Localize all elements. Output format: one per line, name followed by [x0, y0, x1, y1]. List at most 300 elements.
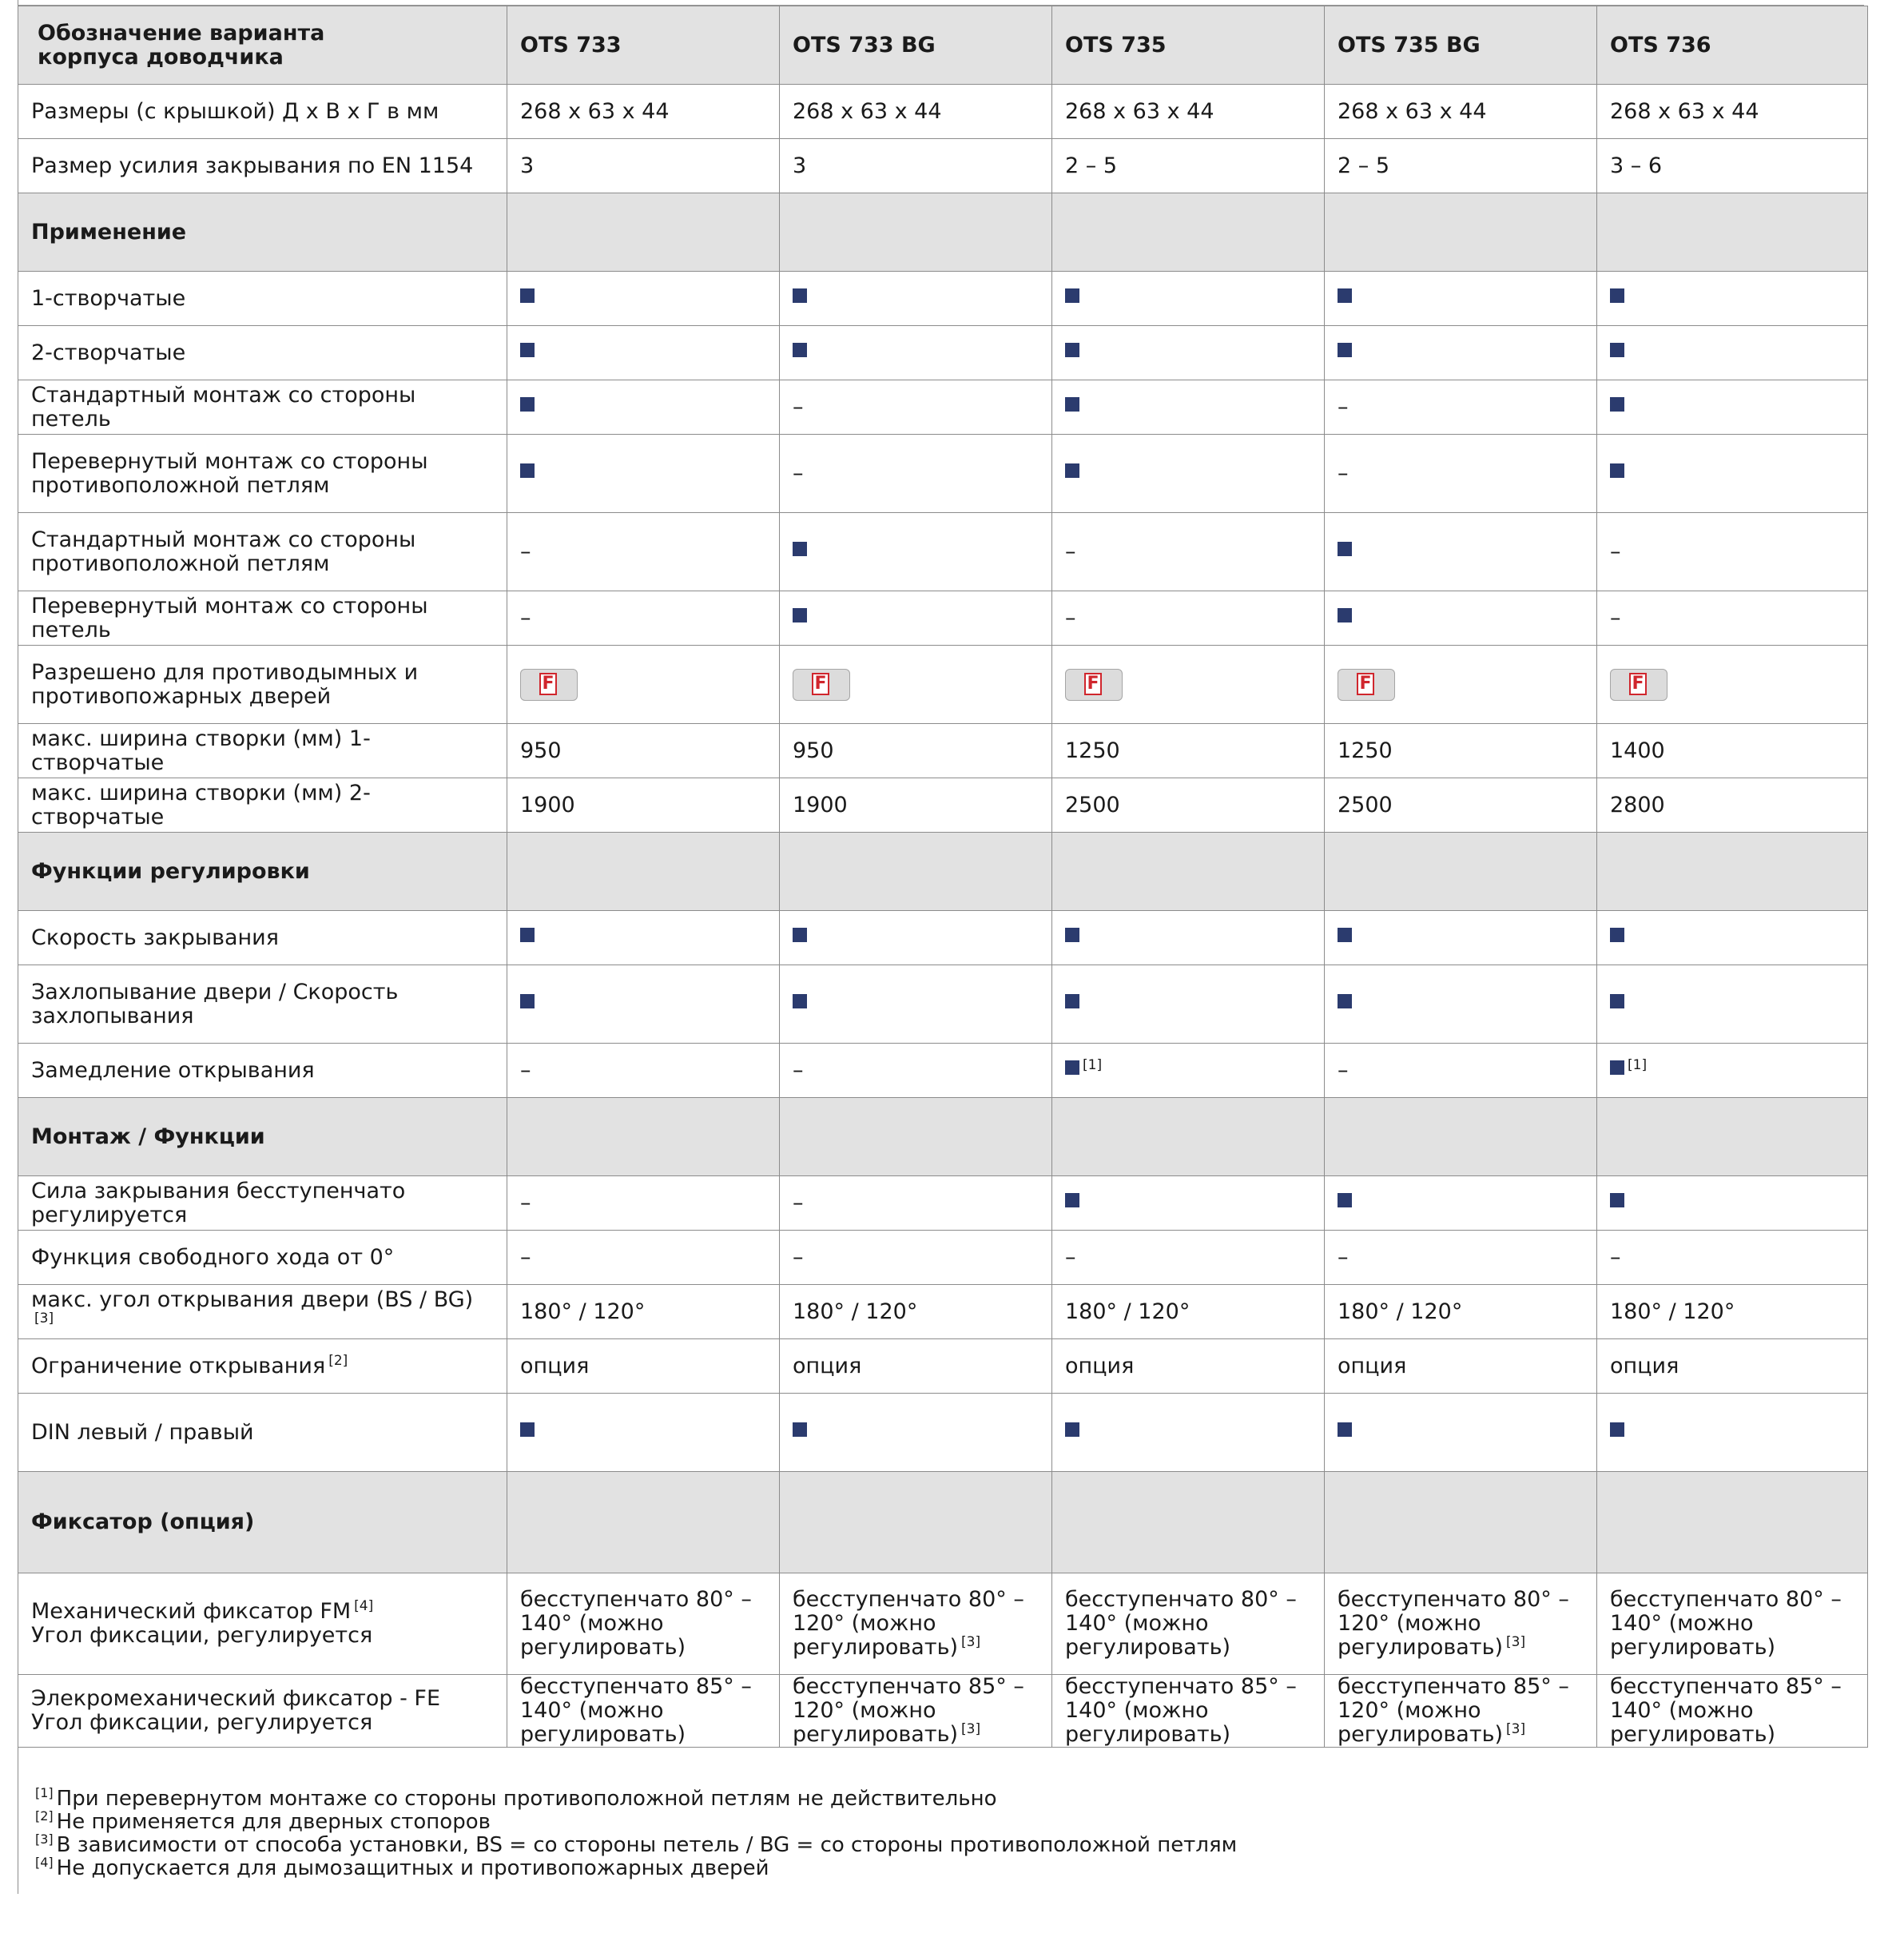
- row-label: [18, 646, 507, 724]
- value-cell: [1052, 591, 1325, 646]
- cell-text: 2800: [1610, 792, 1665, 817]
- section-title: Применение: [18, 193, 507, 272]
- cell-text: бесступенчато 85° – 120° (можно регулировать): [1338, 1674, 1569, 1747]
- value-cell: [1052, 272, 1325, 326]
- value-cell: [1325, 1285, 1597, 1339]
- cell-text: –: [1338, 1057, 1349, 1083]
- row-label: [18, 1285, 507, 1339]
- value-cell: [1325, 1573, 1597, 1675]
- value-cell: [1325, 965, 1597, 1044]
- value-cell: [1597, 85, 1868, 139]
- value-cell: [507, 1044, 780, 1098]
- filled-square-icon: [520, 343, 535, 357]
- value-cell: [1325, 1394, 1597, 1472]
- cell-text: бесступенчато 80° – 140° (можно регулировать): [520, 1587, 752, 1660]
- row-label-text: Стандартный монтаж со стороны петель: [31, 382, 416, 432]
- cell-text: 268 x 63 x 44: [793, 98, 942, 124]
- model-header: OTS 735 BG: [1325, 6, 1597, 85]
- table-row: [18, 139, 1868, 193]
- row-label: [18, 1339, 507, 1394]
- row-label-text: 1-створчатые: [31, 285, 186, 311]
- empty-cell: [507, 1472, 780, 1573]
- fire-rated-icon: [1610, 669, 1667, 701]
- table-row: [18, 646, 1868, 724]
- cell-text: 1900: [520, 792, 575, 817]
- empty-cell: [507, 193, 780, 272]
- value-cell: [1597, 326, 1868, 380]
- header-row: [18, 6, 1868, 85]
- cell-text: 268 x 63 x 44: [1065, 98, 1214, 124]
- footnote-text: При перевернутом монтаже со стороны противоположной петлям не действительно: [56, 1787, 997, 1811]
- cell-text: опция: [793, 1353, 862, 1378]
- value-cell: [1325, 1044, 1597, 1098]
- empty-cell: [780, 1472, 1052, 1573]
- footnote-ref: [4]: [354, 1598, 374, 1614]
- footnote-ref: [1]: [1083, 1056, 1103, 1073]
- row-label-text: DIN левый / правый: [31, 1419, 254, 1445]
- table-row: [18, 724, 1868, 778]
- value-cell: [507, 1573, 780, 1675]
- table-row: [18, 1573, 1868, 1675]
- value-cell: [507, 911, 780, 965]
- cell-text: –: [1338, 460, 1349, 486]
- filled-square-icon: [1338, 1193, 1352, 1207]
- value-cell: [1325, 1675, 1597, 1748]
- empty-cell: [507, 833, 780, 911]
- value-cell: [1325, 778, 1597, 833]
- empty-cell: [1052, 1472, 1325, 1573]
- header-label: Обозначение варианта корпуса доводчика: [18, 6, 507, 85]
- row-label-text: Размер усилия закрывания по EN 1154: [31, 153, 474, 178]
- value-cell: [1597, 272, 1868, 326]
- empty-cell: [1052, 1098, 1325, 1176]
- row-label-text: Перевернутый монтаж со стороны противоположной петлям: [31, 448, 428, 498]
- empty-cell: [1597, 833, 1868, 911]
- value-cell: [507, 513, 780, 591]
- cell-text: 3: [793, 153, 807, 178]
- value-cell: [1597, 435, 1868, 513]
- empty-cell: [780, 1098, 1052, 1176]
- table-row: [18, 513, 1868, 591]
- cell-text: бесступенчато 80° – 140° (можно регулировать): [1610, 1587, 1842, 1660]
- cell-text: –: [1610, 1244, 1621, 1270]
- fire-rated-letter: F: [1084, 673, 1102, 695]
- value-cell: [780, 965, 1052, 1044]
- row-label: [18, 513, 507, 591]
- value-cell: [507, 1285, 780, 1339]
- fire-rated-icon: [793, 669, 850, 701]
- cell-text: –: [793, 460, 804, 486]
- section-title: Фиксатор (опция): [18, 1472, 507, 1573]
- row-label-text: Размеры (с крышкой) Д х В х Г в мм: [31, 98, 439, 124]
- value-cell: [1325, 139, 1597, 193]
- empty-cell: [1325, 833, 1597, 911]
- footnote-ref: [3]: [1506, 1634, 1526, 1650]
- cell-text: 1250: [1338, 738, 1393, 763]
- value-cell: [1597, 1339, 1868, 1394]
- table-row: [18, 272, 1868, 326]
- row-label-text: Скорость закрывания: [31, 925, 279, 950]
- section-row: [18, 833, 1868, 911]
- value-cell: [507, 85, 780, 139]
- value-cell: [507, 724, 780, 778]
- cell-text: бесступенчато 85° – 140° (можно регулировать): [1065, 1674, 1297, 1747]
- fire-rated-icon: [520, 669, 578, 701]
- value-cell: [780, 911, 1052, 965]
- row-label: [18, 1573, 507, 1675]
- filled-square-icon: [793, 994, 807, 1008]
- cell-text: –: [520, 1190, 531, 1215]
- value-cell: [1325, 724, 1597, 778]
- row-label: [18, 778, 507, 833]
- value-cell: [1325, 1339, 1597, 1394]
- empty-cell: [1052, 833, 1325, 911]
- footnote-ref: [3]: [961, 1634, 981, 1650]
- value-cell: [1325, 272, 1597, 326]
- cell-text: –: [793, 1190, 804, 1215]
- cell-text: бесступенчато 85° – 140° (можно регулировать): [1610, 1674, 1842, 1747]
- filled-square-icon: [1610, 397, 1624, 412]
- row-label: [18, 965, 507, 1044]
- cell-text: 180° / 120°: [520, 1299, 646, 1324]
- value-cell: [1325, 326, 1597, 380]
- table-row: [18, 778, 1868, 833]
- cell-text: –: [1065, 539, 1076, 564]
- footnote-1: [35, 1785, 1237, 1811]
- cell-text: –: [793, 394, 804, 420]
- cell-text: бесступенчато 80° – 140° (можно регулировать): [1065, 1587, 1297, 1660]
- empty-cell: [1597, 193, 1868, 272]
- value-cell: [1052, 1394, 1325, 1472]
- value-cell: [1597, 1176, 1868, 1231]
- row-label: [18, 591, 507, 646]
- table-row: [18, 326, 1868, 380]
- value-cell: [1325, 1176, 1597, 1231]
- value-cell: [507, 1675, 780, 1748]
- filled-square-icon: [793, 542, 807, 556]
- cell-text: 180° / 120°: [1065, 1299, 1190, 1324]
- row-label-text: Угол фиксации, регулируется: [31, 1623, 373, 1648]
- filled-square-icon: [1610, 1422, 1624, 1437]
- row-label: [18, 911, 507, 965]
- cell-text: 180° / 120°: [1610, 1299, 1735, 1324]
- footnote-ref: [3]: [961, 1721, 981, 1737]
- spec-table: [18, 6, 1868, 1748]
- value-cell: [1325, 85, 1597, 139]
- footnote-4: [35, 1857, 1237, 1880]
- empty-cell: [1597, 1472, 1868, 1573]
- filled-square-icon: [520, 1422, 535, 1437]
- row-label-text: Замедление открывания: [31, 1057, 315, 1083]
- cell-text: 950: [793, 738, 834, 763]
- filled-square-icon: [1338, 542, 1352, 556]
- table-row: [18, 1231, 1868, 1285]
- row-label: [18, 1231, 507, 1285]
- cell-text: 268 x 63 x 44: [520, 98, 670, 124]
- filled-square-icon: [520, 397, 535, 412]
- table-row: [18, 1339, 1868, 1394]
- value-cell: [1052, 911, 1325, 965]
- cell-text: –: [520, 1057, 531, 1083]
- value-cell: [780, 326, 1052, 380]
- value-cell: [780, 1573, 1052, 1675]
- value-cell: [1597, 591, 1868, 646]
- table-row: [18, 1176, 1868, 1231]
- table-row: [18, 911, 1868, 965]
- filled-square-icon: [1065, 994, 1079, 1008]
- row-label-text: Стандартный монтаж со стороны противоположной петлям: [31, 527, 416, 576]
- cell-text: 3: [520, 153, 535, 178]
- table-row: [18, 591, 1868, 646]
- cell-text: 3 – 6: [1610, 153, 1663, 178]
- value-cell: [1597, 513, 1868, 591]
- value-cell: [1325, 435, 1597, 513]
- footnote-text: Не допускается для дымозащитных и противопожарных дверей: [56, 1856, 769, 1880]
- value-cell: [507, 646, 780, 724]
- footnote-text: В зависимости от способа установки, BS = со стороны петель / BG = со стороны противоположной петлям: [56, 1833, 1238, 1857]
- filled-square-icon: [1610, 994, 1624, 1008]
- row-label-text: Разрешено для противодымных и противопожарных дверей: [31, 659, 419, 709]
- table-row: [18, 965, 1868, 1044]
- value-cell: [780, 1675, 1052, 1748]
- value-cell: [1325, 513, 1597, 591]
- filled-square-icon: [1610, 928, 1624, 942]
- value-cell: [1052, 1285, 1325, 1339]
- filled-square-icon: [1610, 1060, 1624, 1075]
- section-row: [18, 1098, 1868, 1176]
- filled-square-icon: [1338, 1422, 1352, 1437]
- footnote-2: [35, 1808, 1237, 1834]
- value-cell: [1052, 965, 1325, 1044]
- cell-text: 2500: [1338, 792, 1393, 817]
- cell-text: опция: [1610, 1353, 1679, 1378]
- row-label: [18, 1044, 507, 1098]
- section-title: Монтаж / Функции: [18, 1098, 507, 1176]
- filled-square-icon: [1065, 1422, 1079, 1437]
- value-cell: [1597, 1573, 1868, 1675]
- cell-text: 1900: [793, 792, 848, 817]
- row-label: [18, 139, 507, 193]
- empty-cell: [1597, 1098, 1868, 1176]
- empty-cell: [780, 193, 1052, 272]
- value-cell: [1597, 1044, 1868, 1098]
- cell-text: –: [1610, 539, 1621, 564]
- cell-text: 1400: [1610, 738, 1665, 763]
- cell-text: –: [1338, 1244, 1349, 1270]
- value-cell: [1052, 435, 1325, 513]
- fire-rated-icon: [1065, 669, 1123, 701]
- value-cell: [1052, 85, 1325, 139]
- value-cell: [1597, 911, 1868, 965]
- cell-text: 1250: [1065, 738, 1120, 763]
- cell-text: 180° / 120°: [1338, 1299, 1463, 1324]
- value-cell: [1052, 513, 1325, 591]
- row-label-text: Сила закрывания бесступенчато регулируется: [31, 1178, 406, 1227]
- value-cell: [507, 272, 780, 326]
- value-cell: [1325, 646, 1597, 724]
- row-label-text: Ограничение открывания: [31, 1353, 326, 1378]
- filled-square-icon: [1065, 343, 1079, 357]
- model-header: OTS 735: [1052, 6, 1325, 85]
- fire-rated-letter: F: [539, 673, 557, 695]
- footnote-ref: [1]: [1628, 1056, 1648, 1073]
- filled-square-icon: [1065, 1193, 1079, 1207]
- value-cell: [1052, 1675, 1325, 1748]
- value-cell: [507, 1394, 780, 1472]
- value-cell: [1052, 1339, 1325, 1394]
- filled-square-icon: [1338, 288, 1352, 303]
- value-cell: [1325, 911, 1597, 965]
- value-cell: [780, 591, 1052, 646]
- section-title: Функции регулировки: [18, 833, 507, 911]
- cell-text: 950: [520, 738, 562, 763]
- value-cell: [780, 272, 1052, 326]
- value-cell: [1597, 1285, 1868, 1339]
- row-label-text: Механический фиксатор FM: [31, 1599, 352, 1624]
- footnotes: [35, 1785, 1238, 1880]
- empty-cell: [780, 833, 1052, 911]
- filled-square-icon: [1065, 928, 1079, 942]
- value-cell: [780, 1044, 1052, 1098]
- value-cell: [507, 435, 780, 513]
- value-cell: [507, 1231, 780, 1285]
- value-cell: [1052, 1176, 1325, 1231]
- value-cell: [1052, 326, 1325, 380]
- fire-rated-letter: F: [1357, 673, 1374, 695]
- value-cell: [780, 139, 1052, 193]
- filled-square-icon: [793, 288, 807, 303]
- row-label: [18, 724, 507, 778]
- value-cell: [1597, 1675, 1868, 1748]
- row-label-text: Элекромеханический фиксатор - FE Угол фиксации, регулируется: [31, 1686, 440, 1735]
- value-cell: [1597, 139, 1868, 193]
- footnote-mark: [4]: [35, 1855, 54, 1871]
- empty-cell: [1052, 193, 1325, 272]
- cell-text: –: [1338, 394, 1349, 420]
- cell-text: –: [1065, 605, 1076, 630]
- value-cell: [1597, 380, 1868, 435]
- filled-square-icon: [520, 463, 535, 478]
- value-cell: [780, 646, 1052, 724]
- cell-text: опция: [1065, 1353, 1135, 1378]
- row-label: [18, 1394, 507, 1472]
- cell-text: –: [793, 1057, 804, 1083]
- cell-text: –: [1610, 605, 1621, 630]
- filled-square-icon: [793, 1422, 807, 1437]
- value-cell: [507, 139, 780, 193]
- value-cell: [507, 326, 780, 380]
- footnote-mark: [2]: [35, 1808, 54, 1824]
- value-cell: [507, 380, 780, 435]
- value-cell: [1325, 591, 1597, 646]
- cell-text: 180° / 120°: [793, 1299, 918, 1324]
- table-row: [18, 1394, 1868, 1472]
- value-cell: [1597, 778, 1868, 833]
- row-label-text: макс. ширина створки (мм) 1-створчатые: [31, 726, 371, 775]
- row-label-text: макс. ширина створки (мм) 2-створчатые: [31, 780, 371, 829]
- cell-text: опция: [1338, 1353, 1407, 1378]
- value-cell: [507, 778, 780, 833]
- filled-square-icon: [520, 928, 535, 942]
- filled-square-icon: [1610, 288, 1624, 303]
- filled-square-icon: [1610, 463, 1624, 478]
- table-row: [18, 1675, 1868, 1748]
- fire-rated-letter: F: [1629, 673, 1647, 695]
- fire-rated-icon: [1338, 669, 1395, 701]
- model-header: OTS 733: [507, 6, 780, 85]
- value-cell: [1597, 965, 1868, 1044]
- cell-text: 268 x 63 x 44: [1338, 98, 1487, 124]
- footnote-ref: [3]: [34, 1310, 54, 1326]
- cell-text: бесступенчато 80° – 120° (можно регулировать): [1338, 1587, 1569, 1660]
- footnote-ref: [3]: [1506, 1721, 1526, 1737]
- row-label: [18, 435, 507, 513]
- cell-text: 2 – 5: [1065, 153, 1118, 178]
- filled-square-icon: [1338, 928, 1352, 942]
- empty-cell: [1325, 1098, 1597, 1176]
- row-label: [18, 272, 507, 326]
- empty-cell: [1325, 1472, 1597, 1573]
- value-cell: [507, 965, 780, 1044]
- value-cell: [780, 380, 1052, 435]
- value-cell: [1597, 724, 1868, 778]
- value-cell: [507, 591, 780, 646]
- empty-cell: [1325, 193, 1597, 272]
- value-cell: [1052, 139, 1325, 193]
- cell-text: бесступенчато 85° – 140° (можно регулировать): [520, 1674, 752, 1747]
- top-rule: [18, 0, 1864, 6]
- filled-square-icon: [1338, 994, 1352, 1008]
- value-cell: [1052, 1231, 1325, 1285]
- empty-cell: [507, 1098, 780, 1176]
- value-cell: [1325, 380, 1597, 435]
- value-cell: [507, 1339, 780, 1394]
- row-label-text: 2-створчатые: [31, 340, 186, 365]
- filled-square-icon: [520, 288, 535, 303]
- row-label: [18, 1176, 507, 1231]
- cell-text: 2500: [1065, 792, 1120, 817]
- filled-square-icon: [1338, 608, 1352, 622]
- filled-square-icon: [1610, 343, 1624, 357]
- cell-text: бесступенчато 80° – 120° (можно регулировать): [793, 1587, 1024, 1660]
- value-cell: [780, 778, 1052, 833]
- footnote-ref: [2]: [328, 1352, 348, 1369]
- value-cell: [507, 1176, 780, 1231]
- value-cell: [1325, 1231, 1597, 1285]
- value-cell: [780, 435, 1052, 513]
- footnote-text: Не применяется для дверных стопоров: [56, 1810, 491, 1834]
- filled-square-icon: [1065, 463, 1079, 478]
- table-row: [18, 435, 1868, 513]
- row-label: [18, 1675, 507, 1748]
- value-cell: [1052, 380, 1325, 435]
- value-cell: [780, 1285, 1052, 1339]
- cell-text: –: [793, 1244, 804, 1270]
- cell-text: –: [520, 539, 531, 564]
- filled-square-icon: [1065, 397, 1079, 412]
- cell-text: 2 – 5: [1338, 153, 1390, 178]
- table-row: [18, 1044, 1868, 1098]
- filled-square-icon: [1065, 1060, 1079, 1075]
- filled-square-icon: [1065, 288, 1079, 303]
- row-label: [18, 326, 507, 380]
- row-label-text: Функция свободного хода от 0°: [31, 1244, 395, 1270]
- table-row: [18, 85, 1868, 139]
- cell-text: 268 x 63 x 44: [1610, 98, 1759, 124]
- value-cell: [780, 1231, 1052, 1285]
- value-cell: [1597, 1231, 1868, 1285]
- value-cell: [1052, 778, 1325, 833]
